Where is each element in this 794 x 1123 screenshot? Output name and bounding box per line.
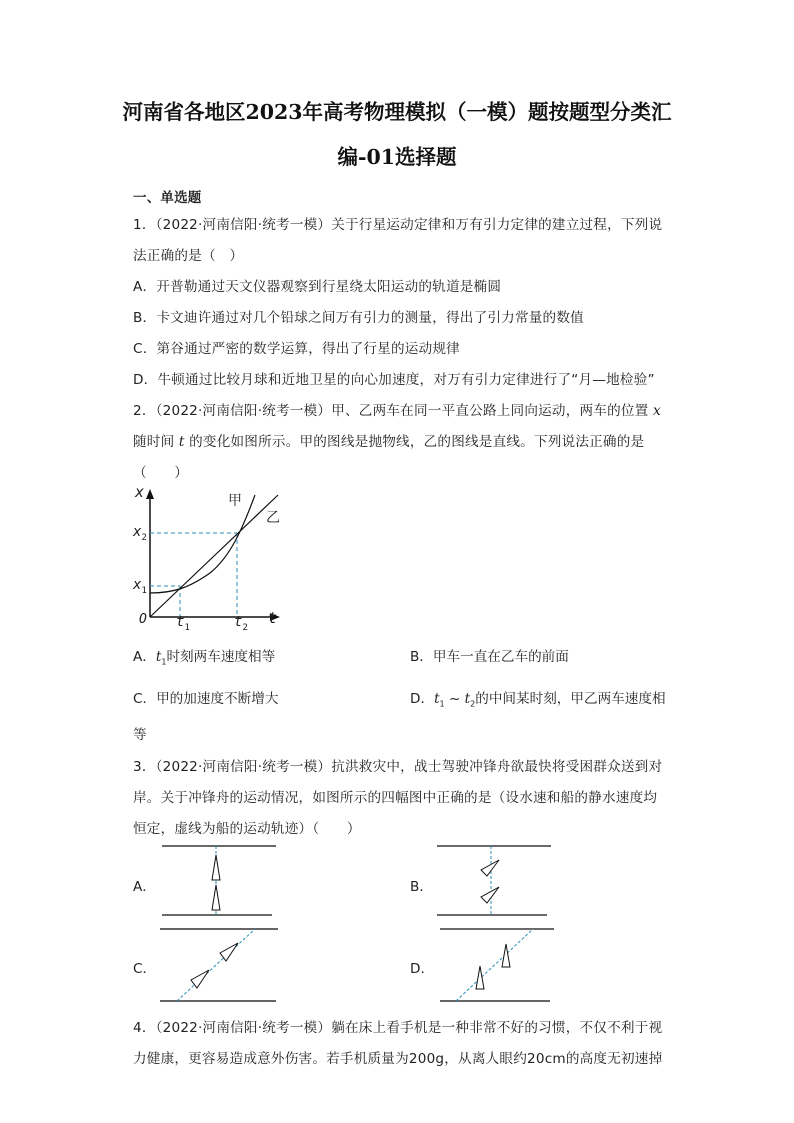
q3-option-a-label: A． <box>133 879 156 895</box>
q1-option-d: D．牛顿通过比较月球和近地卫星的向心加速度，对万有引力定律进行了“月—地检验” <box>133 372 655 388</box>
q2-option-b: B．甲车一直在乙车的前面 <box>410 649 569 665</box>
q1-option-c: C．第谷通过严密的数学运算，得出了行星的运动规律 <box>133 341 460 357</box>
q3-stem-line2: 岸。关于冲锋舟的运动情况，如图所示的四幅图中正确的是（设水速和船的静水速度均 <box>133 790 658 806</box>
q1-stem-line1: 1．（2022·河南信阳·统考一模）关于行星运动定律和万有引力定律的建立过程，下列说 <box>133 217 663 233</box>
origin-label: O <box>139 612 147 627</box>
q1-stem-line2: 法正确的是（ ） <box>133 248 244 264</box>
q3-option-d-label: D． <box>410 961 435 977</box>
q2-stem-text: 2．（2022·河南信阳·统考一模）甲、乙两车在同一平直公路上同向运动，两车的位置 <box>133 403 649 419</box>
q1-option-a: A．开普勒通过天文仪器观察到行星绕太阳运动的轨道是椭圆 <box>133 279 502 295</box>
curve-label-jia: 甲 <box>228 493 242 509</box>
var-t: t <box>178 434 185 450</box>
q2-stem-line1 <box>133 399 661 419</box>
axis-label-x: x <box>135 483 145 501</box>
q2-stem-line3: （ ） <box>133 465 189 481</box>
q4-stem-line2: 力健康，更容易造成意外伤害。若手机质量为200g，从离人眼约20cm的高度无初速掉 <box>133 1051 663 1067</box>
q3-option-c-label: C． <box>133 961 157 977</box>
axis-label-t: t <box>268 609 278 627</box>
doc-title-line1: 河南省各地区2023年高考物理模拟（一模）题按题型分类汇 <box>122 100 672 124</box>
q2-option-a: A．$t_1$时刻两车速度相等 <box>133 649 276 667</box>
q2-option-c: C．甲的加速度不断增大 <box>133 691 279 707</box>
q3-stem-line1: 3．（2022·河南信阳·统考一模）抗洪救灾中，战士驾驶冲锋舟欲最快将受困群众送到对 <box>133 759 663 775</box>
tick-label-x2: $x_2$ <box>133 524 147 543</box>
q3-option-b-label: B． <box>410 879 433 895</box>
line-label-yi: 乙 <box>266 510 280 526</box>
doc-title-line2: 编-01选择题 <box>337 145 457 169</box>
tick-label-t1: $t_1$ <box>176 614 190 633</box>
var-x: x <box>653 403 661 419</box>
q4-stem-line1: 4．（2022·河南信阳·统考一模）躺在床上看手机是一种非常不好的习惯，不仅不利于视 <box>133 1020 663 1036</box>
q2-stem-text: 的变化如图所示。甲的图线是抛物线，乙的图线是直线。下列说法正确的是 <box>189 434 645 450</box>
q2-option-d-wrap: 等 <box>133 727 147 743</box>
q1-option-b: B．卡文迪许通过对几个铅球之间万有引力的测量，得出了引力常量的数值 <box>133 310 584 326</box>
q3-stem-line3: 恒定，虚线为船的运动轨迹）（ ） <box>133 821 361 837</box>
tick-label-x1: $x_1$ <box>133 577 147 596</box>
q2-option-d: D．$t_1$ ~ $t_2$的中间某时刻，甲乙两车速度相 <box>410 691 666 709</box>
q2-stem-text: 随时间 <box>133 434 175 450</box>
section-heading: 一、单选题 <box>133 190 202 206</box>
tick-label-t2: $t_2$ <box>234 614 248 633</box>
q2-stem-line2 <box>133 430 644 450</box>
